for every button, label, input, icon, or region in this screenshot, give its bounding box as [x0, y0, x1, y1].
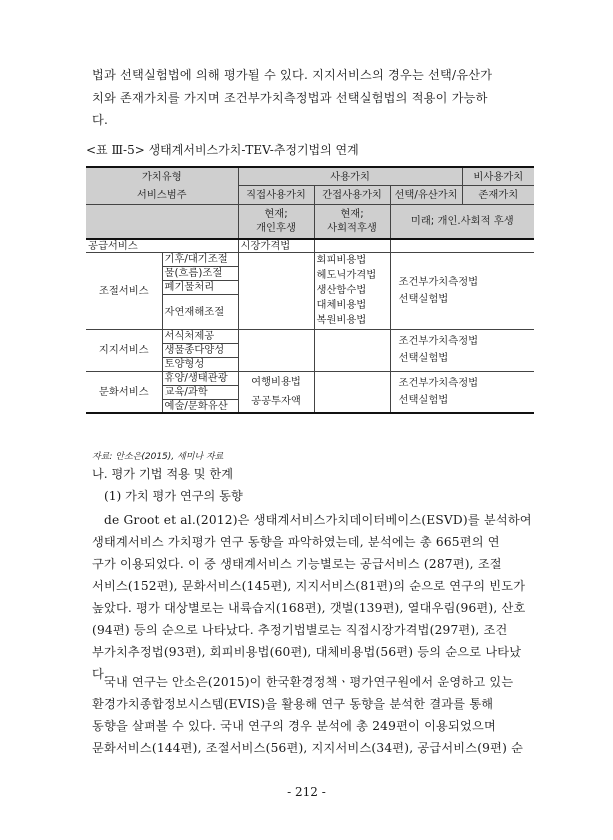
service-item: 예술/문화유산 — [162, 399, 238, 413]
empty-cell — [238, 252, 314, 329]
service-item: 서식처제공 — [162, 329, 238, 343]
indirect-time-frame — [314, 205, 390, 239]
direct-time-frame — [238, 205, 314, 239]
tev-method-table — [86, 166, 534, 414]
intro-paragraph — [92, 64, 532, 132]
text-line: 다. — [92, 113, 109, 127]
service-item: 생물종다양성 — [162, 343, 238, 357]
section-heading: 나. 평가 기법 적용 및 한계 — [92, 467, 233, 481]
market-price-method: 시장가격법 — [238, 239, 314, 253]
text-line: 문화서비스(144편), 조절서비스(56편), 지지서비스(34편), 공급서비스(9편) 순 — [92, 741, 524, 755]
empty-cell — [314, 371, 390, 413]
cultural-service: 문화서비스 — [86, 371, 162, 413]
choice-experiment-method: 선택실험법 — [398, 393, 449, 406]
service-item: 폐기물처리 — [162, 280, 238, 294]
body-paragraph-1 — [92, 509, 532, 685]
table-caption: <표 Ⅲ-5> 생태계서비스가치-TEV-추정기법의 연계 — [86, 143, 359, 157]
public-investment-method: 공공투자액 — [251, 394, 301, 407]
method-item: 회피비용법 — [316, 254, 367, 266]
travel-cost-method: 여행비용법 — [251, 375, 301, 388]
option-bequest-header: 선택/유산가치 — [390, 186, 462, 205]
choice-experiment-method: 선택실험법 — [398, 352, 449, 364]
cvm-method: 조건부가치측정법 — [398, 376, 479, 389]
method-item: 헤도닉가격법 — [316, 269, 377, 281]
cvm-method: 조건부가치측정법 — [398, 335, 479, 347]
regulating-service: 조절서비스 — [86, 252, 162, 329]
regulating-stated-methods — [390, 252, 534, 329]
header-value-type — [86, 167, 238, 205]
cultural-stated-methods — [390, 371, 534, 413]
text-line: 구가 이용되었다. 이 중 생태계서비스 기능별로는 공급서비스 (287편), 조절 — [92, 557, 502, 571]
page-number: - 212 - — [287, 785, 326, 799]
text-line: 서비스(152편), 문화서비스(145편), 지지서비스(81편)의 순으로 연구의 빈도가 — [92, 579, 526, 593]
text-line: 국내 연구는 안소은(2015)이 한국환경정책ㆍ평가연구원에서 운영하고 있는 — [104, 675, 514, 689]
empty-cell — [390, 239, 534, 253]
direct-use-header: 직접사용가치 — [238, 186, 314, 205]
text-line: 법과 선택실험법에 의해 평가될 수 있다. 지지서비스의 경우는 선택/유산가 — [92, 68, 493, 82]
value-type-label: 가치유형 — [141, 171, 182, 183]
header-spacer — [86, 205, 238, 239]
empty-cell — [314, 329, 390, 371]
text-line: 다. — [92, 667, 109, 681]
text-line: 부가치추정법(93편), 회피비용법(60편), 대체비용법(56편) 등의 순으로 나타났 — [92, 645, 522, 659]
indirect-use-header: 간접사용가치 — [314, 186, 390, 205]
method-item: 대체비용법 — [316, 299, 367, 311]
text-line: 동향을 살펴볼 수 있다. 국내 연구의 경우 분석에 총 249편이 이용되었으며 — [92, 719, 496, 733]
text-line: 생태계서비스 가치평가 연구 동향을 파악하였는데, 분석에는 총 665편의 연 — [92, 535, 500, 549]
individual-welfare-label: 개인후생 — [256, 222, 296, 235]
table-source: 자료: 안소은(2015), 세미나 자료 — [92, 452, 224, 462]
text-line: 환경가치종합정보시스템(EVIS)을 활용해 연구 동향을 분석한 결과를 통해 — [92, 697, 494, 711]
method-item: 생산함수법 — [316, 284, 367, 296]
supporting-service: 지지서비스 — [86, 329, 162, 371]
present-label: 현재; — [264, 208, 288, 221]
regulating-methods — [314, 252, 390, 329]
service-item: 물(흐름)조절 — [162, 266, 238, 280]
empty-cell — [238, 329, 314, 371]
cvm-method: 조건부가치측정법 — [398, 275, 479, 288]
service-category-label: 서비스범주 — [136, 189, 187, 201]
present-label: 현재; — [340, 208, 364, 221]
service-item: 휴양/생태관광 — [162, 371, 238, 385]
service-item: 자연재해조절 — [162, 294, 238, 329]
future-time-frame: 미래; 개인.사회적 후생 — [390, 205, 534, 239]
choice-experiment-method: 선택실험법 — [398, 292, 449, 305]
service-item: 토양형성 — [162, 357, 238, 371]
non-use-value-header: 비사용가치 — [462, 167, 534, 186]
supporting-stated-methods — [390, 329, 534, 371]
text-line: (94편) 등의 순으로 나타났다. 추정기법별로는 직접시장가격법(297편), 조건 — [92, 623, 508, 637]
cultural-revealed-methods — [238, 371, 314, 413]
use-value-header: 사용가치 — [238, 167, 462, 186]
service-item: 기후/대기조절 — [162, 252, 238, 266]
social-welfare-label: 사회적후생 — [327, 222, 377, 235]
text-line: 높았다. 평가 대상별로는 내륙습지(168편), 갯벌(139편), 열대우림(96편), 산호 — [92, 601, 526, 615]
text-line: de Groot et al.(2012)은 생태계서비스가치데이터베이스(ESVD)를 분석하여 — [104, 513, 532, 527]
provisioning-service: 공급서비스 — [86, 239, 238, 253]
subsection-heading: (1) 가치 평가 연구의 동향 — [104, 489, 243, 503]
text-line: 치와 존재가치를 가지며 조건부가치측정법과 선택실험법의 적용이 가능하 — [92, 90, 488, 105]
existence-header: 존재가치 — [462, 186, 534, 205]
method-item: 복원비용법 — [316, 314, 367, 326]
body-paragraph-2 — [92, 671, 532, 759]
empty-cell — [314, 239, 390, 253]
service-item: 교육/과학 — [162, 385, 238, 399]
